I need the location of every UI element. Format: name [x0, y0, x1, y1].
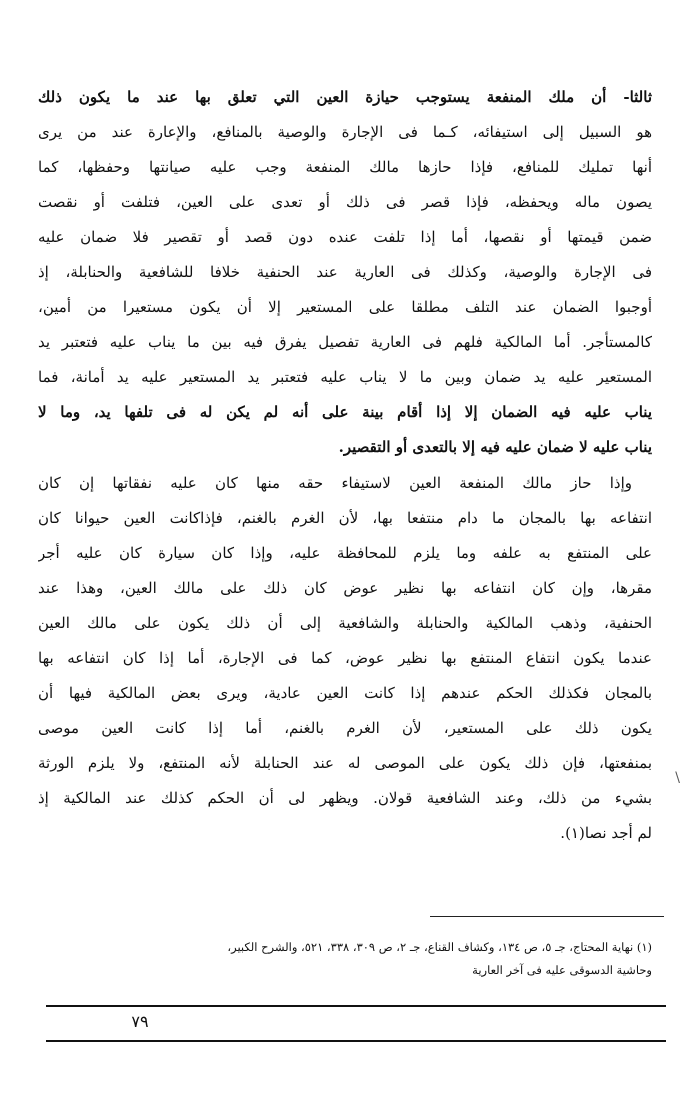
- text-line: ثالثا- أن ملك المنفعة يستوجب حيازة العين التي تعلق بها عند ما يكون ذلك: [38, 88, 652, 106]
- text-line: كالمستأجر. أما المالكية فلهم فى العارية تفصيل يفرق فيه بين ما يناب عليه فتعتبر يد: [38, 333, 652, 351]
- footnote-rule: [430, 916, 664, 917]
- text-line: بالمجان فكذلك الحكم عندهم إذا كانت العين عادية، ويرى بعض المالكية فيها أن: [38, 684, 652, 702]
- page-rule-top: [46, 1005, 666, 1007]
- text-line: يكون ذلك على المستعير، لأن الغرم بالغنم، أما إذا كانت العين موصى: [38, 719, 652, 737]
- text-line: فى الإجارة والوصية، وكذلك فى العارية عند الحنفية خلافا للشافعية والحنابلة، إذ: [38, 263, 652, 281]
- text-line: ضمن قيمتها أو نقصها، أما إذا تلفت عنده دون قصد أو تقصير فلا ضمان عليه: [38, 228, 652, 246]
- text-line: أنها تمليك للمنافع، فإذا حازها مالك المنفعة وجب عليه صيانتها وحفظها، كما: [38, 158, 652, 176]
- text-line: على المنتفع به علفه وما يلزم للمحافظة عليه، وإذا كان سيارة كان عليه أجر: [38, 544, 652, 562]
- text-line: لم أجد نصا(١).: [560, 824, 652, 842]
- text-line: يناب عليه لا ضمان عليه فيه إلا بالتعدى أو التقصير.: [338, 438, 652, 456]
- text-line: المستعير عليه يد ضمان وبين ما لا يناب عليه فتعتبر يد المستعير عليه يد أمانة، فما: [38, 368, 652, 386]
- text-line: انتفاعه بها بالمجان ما دام منتفعا بها، لأن الغرم بالغنم، فإذاكانت العين حيوانا كان: [38, 509, 652, 527]
- text-line: بشيء من ذلك، وعند الشافعية قولان. ويظهر لى أن الحكم كذلك عند المالكية إذ: [38, 789, 652, 807]
- section-lead: ثالثا-: [606, 88, 652, 106]
- text-line: عندما يكون انتفاع المنتفع بها نظير عوض، كما فى الإجارة، أما إذا كان انتفاعه بها: [38, 649, 652, 667]
- text-line: يناب عليه فيه الضمان إلا إذا أقام بينة على أنه لم يكن له فى تلفها يد، وما لا: [38, 403, 652, 421]
- footnote-line: وحاشية الدسوقى عليه فى آخر العارية: [472, 963, 652, 977]
- text-line: أوجبوا الضمان عند التلف مطلقا على المستعير إلا أن يكون مستعيرا من أمين،: [38, 298, 652, 316]
- text-line: يصون ماله ويحفظه، فإذا قصر فى ذلك أو تعدى على العين، فتلفت أو نقصت: [38, 193, 652, 211]
- margin-mark: \: [675, 770, 680, 786]
- text-line: بمنفعتها، فإن ذلك يكون على الموصى له عند الحنابلة لأنه المنتفع، ولا يلزم الورثة: [38, 754, 652, 772]
- text-line: الحنفية، وذهب المالكية والحنابلة والشافعية إلى أن ذلك يكون على مالك العين: [38, 614, 652, 632]
- text-line: مقرها، وإن كان انتفاعه بها نظير عوض كان ذلك على مالك العين، وهذا عند: [38, 579, 652, 597]
- footnote-line: (١) نهاية المحتاج، جـ ٥، ص ١٣٤، وكشاف القناع، جـ ٢، ص ٣٠٩، ٣٣٨، ٥٢١، والشرح الكبير،: [227, 940, 652, 954]
- text-line: وإذا حاز مالك المنفعة العين لاستيفاء حقه منها كان عليه نفقاتها إن كان: [38, 474, 632, 492]
- page-rule-bottom: [46, 1040, 666, 1042]
- text-line: هو السبيل إلى استيفائه، كـما فى الإجارة والوصية بالمنافع، والإعارة عند من يرى: [38, 123, 652, 141]
- page-number: ٧٩: [131, 1012, 149, 1031]
